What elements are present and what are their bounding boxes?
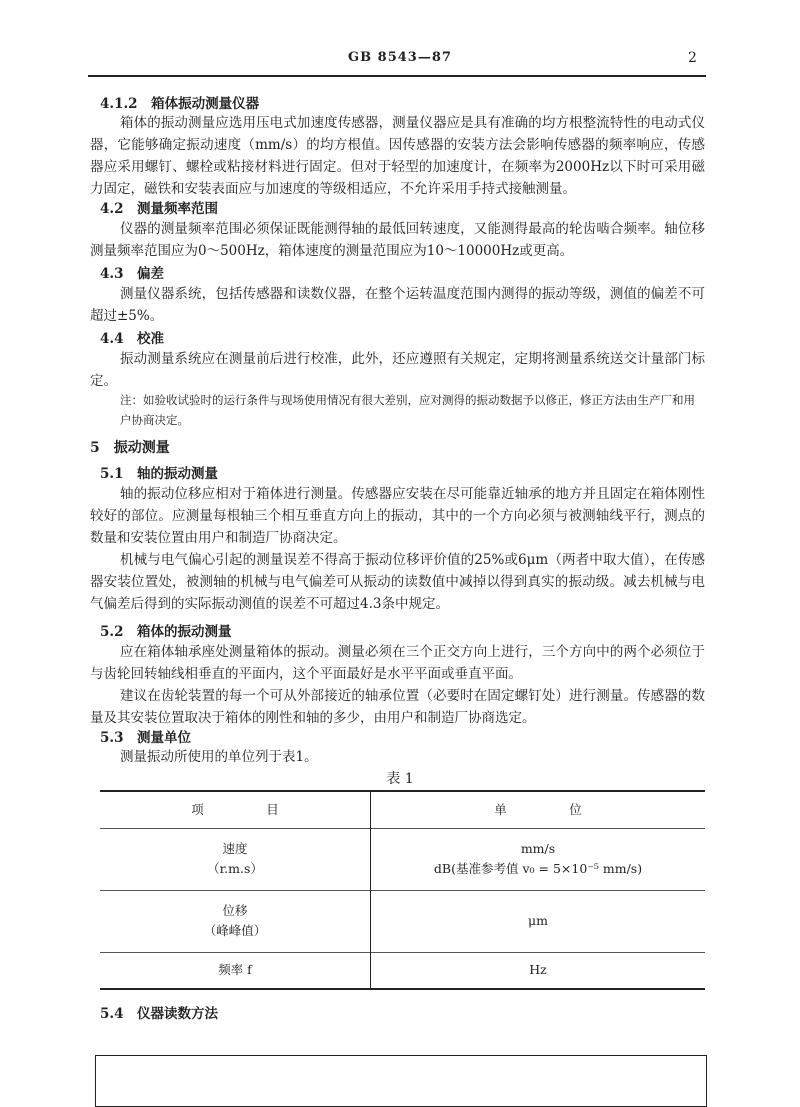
table-row [100, 952, 705, 989]
item-cell [100, 828, 371, 890]
section-4-4-body: 振动测量系统应在测量前后进行校准，此外，还应遵照有关规定，定期将测量系统送交计量部门标定。 [90, 351, 705, 389]
section-4-2-body: 仪器的测量频率范围必须保证既能测得轴的最低回转速度，又能测得最高的轮齿啮合频率。轴位移测量频率范围应为0～500Hz，箱体速度的测量范围应为10～10000Hz或更高。 [90, 221, 705, 259]
section-4-4-title: 4.4 校准 [100, 331, 164, 347]
units-table [100, 790, 705, 990]
table-header-row [100, 791, 705, 828]
table-caption: 表 1 [386, 771, 414, 787]
unit-cell [371, 828, 706, 890]
item-cell: 频率 f [100, 952, 371, 989]
item-qualifier: （r.m.s） [207, 861, 263, 876]
item-cell [100, 890, 371, 952]
section-5-3-body: 测量振动所使用的单位列于表1。 [120, 749, 318, 765]
page-number: 2 [688, 50, 697, 66]
section-5-1-title: 5.1 轴的振动测量 [100, 466, 218, 482]
header-rule [88, 75, 706, 77]
section-5-4-title: 5.4 仪器读数方法 [100, 1006, 218, 1022]
header-item: 项 目 [100, 791, 371, 828]
section-4-1-2-title: 4.1.2 箱体振动测量仪器 [100, 96, 260, 112]
standard-header: GB 8543—87 [348, 50, 452, 65]
unit-db: dB(基准参考值 v₀ = 5×10⁻⁵ mm/s) [433, 861, 643, 876]
header-unit: 单 位 [494, 801, 582, 817]
unit-cell: μm [528, 913, 548, 928]
section-4-2-title: 4.2 测量频率范围 [100, 201, 218, 217]
section-5-2-body-1: 应在箱体轴承座处测量箱体的振动。测量必须在三个正交方向上进行，三个方向中的两个必须位于与齿轮回转轴线相垂直的平面内，这个平面最好是水平平面或垂直平面。 [90, 644, 705, 682]
bottom-frame [95, 1055, 707, 1107]
section-4-3-title: 4.3 偏差 [100, 266, 164, 282]
table-row [100, 828, 705, 890]
section-4-3-body: 测量仪器系统，包括传感器和读数仪器，在整个运转温度范围内测得的振动等级，测值的偏差不可超过±5%。 [90, 286, 705, 324]
section-4-4-note: 注：如验收试验时的运行条件与现场使用情况有很大差别，应对测得的振动数据予以修正，修正方法由生产厂和用户协商决定。 [120, 393, 695, 427]
section-5-1-body-2: 机械与电气偏心引起的测量误差不得高于振动位移评价值的25%或6μm（两者中取大值），在传感器安装位置处，被测轴的机械与电气偏差可从振动的读数值中减掉以得到真实的振动级。减去机械与电气偏差后得到的实际振动测值的误差不可超过4.3条中规定。 [90, 552, 705, 612]
section-5-1-body-1: 轴的振动位移应相对于箱体进行测量。传感器应安装在尽可能靠近轴承的地方并且固定在箱体刚性较好的部位。应测量每根轴三个相互垂直方向上的振动，其中的一个方向必须与被测轴线平行，测点的数量和安装位置由用户和制造厂协商决定。 [90, 486, 705, 546]
unit-value: mm/s [520, 841, 556, 856]
item-name: 速度 [222, 841, 248, 856]
section-5-title: 5 振动测量 [90, 440, 170, 456]
item-qualifier: （峰峰值） [203, 923, 267, 938]
section-4-1-2-body: 箱体的振动测量应选用压电式加速度传感器，测量仪器应是具有准确的均方根整流特性的电动式仪器，它能够确定振动速度（mm/s）的均方根值。因传感器的安装方法会影响传感器的频率响应，传感器应采用螺钉、螺栓或粘接材料进行固定。但对于轻型的加速度计，在频率为2000Hz以下时可采用磁力固定，磁铁和安装表面应与加速度的等级相适应，不允许采用手持式接触测量。 [90, 115, 705, 197]
table-row [100, 890, 705, 952]
section-5-3-title: 5.3 测量单位 [100, 730, 191, 746]
item-name: 位移 [222, 903, 248, 918]
section-5-2-title: 5.2 箱体的振动测量 [100, 624, 232, 640]
section-5-2-body-2: 建议在齿轮装置的每一个可从外部接近的轴承位置（必要时在固定螺钉处）进行测量。传感器的数量及其安装位置取决于箱体的刚性和轴的多少，由用户和制造厂协商选定。 [90, 688, 705, 726]
unit-cell: Hz [529, 962, 547, 978]
